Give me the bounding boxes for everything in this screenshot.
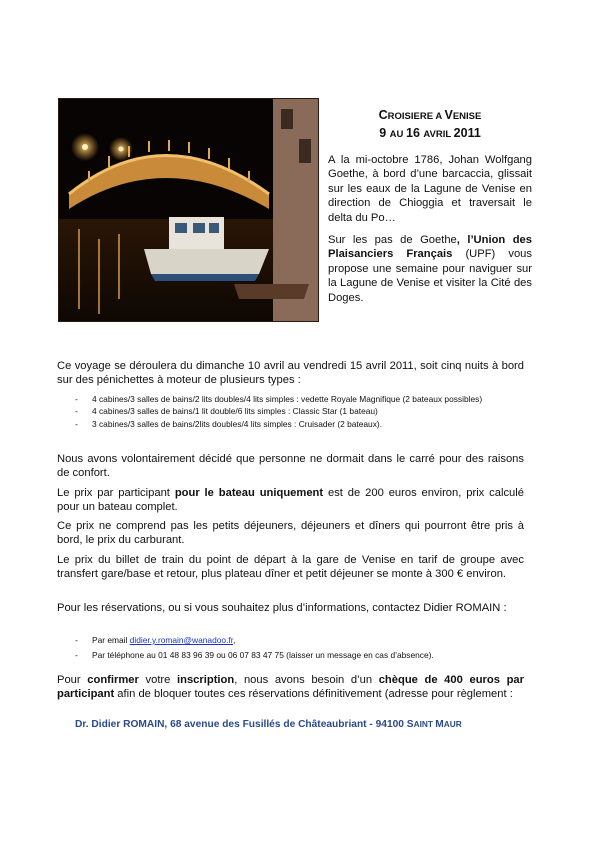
contact-email-item: - Par email didier.y.romain@wanadoo.fr, [75,635,236,645]
postal-address: Dr. Didier ROMAIN, 68 avenue des Fusillés de Châteaubriant - 94100 SAINT MAUR [75,719,462,730]
voyage-paragraph: Ce voyage se déroulera du dimanche 10 avril au vendredi 15 avril 2011, soit cinq nuits à bord sur des pénichettes à moteur de plusieurs types : [57,360,524,387]
intro-paragraph-goethe: A la mi-octobre 1786, Johan Wolfgang Goethe, à bord d’une barcaccia, glissait sur les eaux de la Lagune de Venise en direction de Chioggia et traversait le delta du Po… [328,154,532,224]
intro-paragraph-upf: Sur les pas de Goethe, l’Union des Plaisanciers Français (UPF) vous propose une semaine pour naviguer sur la Lagune de Venise et visiter la Cité des Doges. [328,234,532,304]
confirmation-paragraph: Pour confirmer votre inscription, nous avons besoin d’un chèque de 400 euros par participant afin de bloquer toutes ces réservations définitivement (adresse pour règlement : [57,674,524,701]
title-line-2: 9 AU 16 AVRIL 2011 [379,126,481,140]
list-item: - 4 cabines/3 salles de bains/2 lits doubles/4 lits simples : vedette Royale Magnifique (2 bateaux possibles) [75,394,483,404]
email-link[interactable]: didier.y.romain@wanadoo.fr [129,635,234,645]
venice-bridge-photo [59,99,318,321]
list-item: - 3 cabines/3 salles de bains/2lits doubles/4 lits simples : Cruisader (2 bateaux). [75,418,383,429]
contact-phone-item: - Par téléphone au 01 48 83 96 39 ou 06 07 83 47 75 (laisser un message en cas d’absence). [75,650,434,661]
contact-list [75,634,525,662]
comfort-paragraph: Nous avons volontairement décidé que personne ne dormait dans le carré pour des raisons de confort. [57,453,524,480]
train-paragraph: Le prix du billet de train du point de départ à la gare de Venise en tarif de groupe avec transfert gare/base et retour, plus plateau dîner et petit déjeuner se monte à 300 € environ. [57,554,524,581]
price-paragraph: Le prix par participant pour le bateau uniquement est de 200 euros environ, prix calculé pour un bateau complet. [57,487,524,514]
reservation-paragraph: Pour les réservations, ou si vous souhaitez plus d’informations, contactez Didier ROMAIN : [57,602,507,614]
title-line-1: CROISIERE A VENISE [378,108,482,122]
page-title [330,107,530,143]
list-item: - 4 cabines/3 salles de bains/1 lit double/6 lits simples : Classic Star (1 bateau) [75,406,378,417]
boat-list [75,393,525,430]
exclusions-paragraph: Ce prix ne comprend pas les petits déjeuners, déjeuners et dîners qui pourront être pris à bord, le prix du carburant. [57,520,524,547]
